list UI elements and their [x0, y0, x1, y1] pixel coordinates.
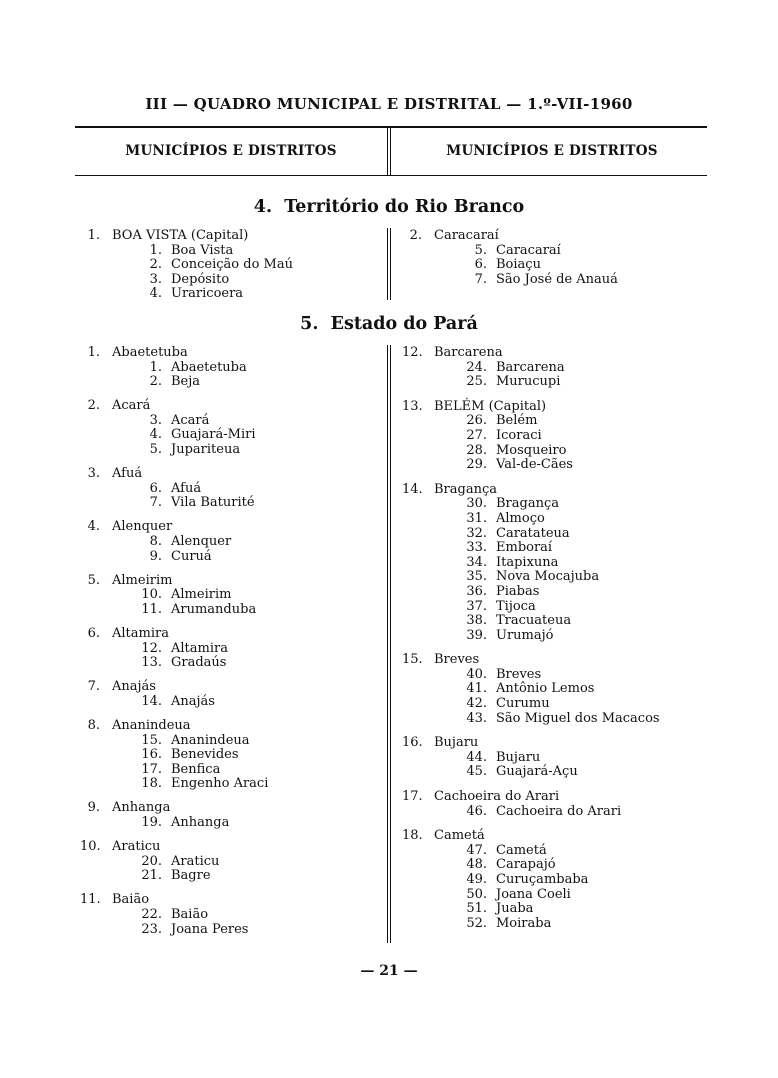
district-number: 25.: [466, 374, 487, 390]
district-row: [80, 287, 293, 302]
municipality-entry: [402, 736, 660, 780]
district-name: Beja: [171, 374, 201, 390]
district-number: 12.: [141, 640, 162, 656]
section-name: Estado do Pará: [330, 314, 478, 334]
municipality-number: 15.: [402, 652, 423, 668]
district-number: 14.: [141, 693, 162, 709]
district-name: Engenho Araci: [171, 776, 269, 792]
section-title: [0, 197, 778, 217]
municipality-row: [402, 829, 660, 844]
district-row: [402, 541, 660, 556]
district-name: Caratateua: [496, 525, 570, 541]
district-number: 22.: [141, 907, 162, 922]
district-row: [402, 273, 618, 288]
section-title: [0, 314, 778, 334]
district-number: 9.: [149, 548, 162, 564]
district-row: [80, 734, 268, 749]
district-number: 52.: [466, 915, 487, 931]
municipality-number: 17.: [402, 789, 423, 805]
municipality-number: 18.: [402, 828, 423, 844]
district-number: 29.: [466, 457, 487, 473]
district-number: 4.: [149, 286, 162, 302]
district-number: 7.: [474, 271, 487, 287]
district-name: Urumajó: [496, 627, 554, 643]
municipality-entry: [80, 467, 268, 511]
district-name: Tracuateua: [496, 613, 572, 629]
municipality-entry: [402, 653, 660, 726]
municipality-row: [402, 736, 660, 751]
district-name: Benfica: [171, 761, 221, 777]
municipality-entry: [80, 574, 268, 618]
district-name: São Miguel dos Macacos: [496, 710, 660, 726]
district-number: 44.: [466, 749, 487, 765]
district-number: 33.: [466, 540, 487, 556]
district-number: 43.: [466, 710, 487, 726]
district-name: Altamira: [171, 640, 228, 656]
district-row: [80, 763, 268, 778]
district-name: Almeirim: [171, 587, 232, 603]
district-row: [402, 844, 660, 859]
district-name: Curuá: [171, 548, 212, 564]
municipality-row: [402, 400, 660, 415]
district-row: [402, 614, 660, 629]
municipality-entry: [80, 399, 268, 457]
municipality-number: 7.: [87, 679, 100, 695]
district-row: [402, 902, 660, 917]
district-number: 38.: [466, 613, 487, 629]
district-number: 11.: [141, 601, 162, 617]
district-number: 20.: [141, 853, 162, 869]
municipality-name: Acará: [112, 398, 151, 414]
district-number: 46.: [466, 803, 487, 819]
district-number: 19.: [141, 815, 162, 831]
district-number: 5.: [149, 442, 162, 458]
district-number: 51.: [466, 901, 487, 917]
municipality-name: Ananindeua: [112, 717, 191, 733]
municipality-row: [402, 790, 660, 805]
district-number: 16.: [141, 747, 162, 763]
municipality-name: Baião: [112, 892, 150, 908]
municipality-name: Caracaraí: [434, 228, 499, 243]
district-name: Carapajó: [496, 857, 556, 873]
district-row: [80, 414, 268, 429]
district-number: 6.: [149, 480, 162, 496]
district-number: 4.: [149, 427, 162, 443]
district-name: Jupariteua: [171, 442, 241, 458]
district-name: Arumanduba: [171, 601, 257, 617]
municipality-entry: [80, 840, 268, 884]
section-number: 4.: [253, 197, 273, 217]
district-number: 2.: [149, 257, 162, 273]
district-row: [80, 550, 268, 565]
municipality-name: Bragança: [434, 481, 497, 497]
district-row: [80, 443, 268, 458]
district-name: Abaetetuba: [171, 359, 247, 375]
district-row: [402, 888, 660, 903]
district-number: 10.: [141, 587, 162, 603]
district-name: Barcarena: [496, 359, 565, 375]
district-row: [402, 527, 660, 542]
district-number: 18.: [141, 776, 162, 792]
district-name: Almoço: [496, 510, 545, 526]
header-rule-bottom: [75, 175, 707, 176]
district-number: 24.: [466, 359, 487, 375]
section-4-left-column: [80, 229, 293, 302]
district-number: 15.: [141, 732, 162, 748]
municipality-name: Afuá: [112, 466, 143, 482]
municipality-entry: [80, 801, 268, 830]
district-row: [402, 429, 660, 444]
district-name: Joana Peres: [171, 921, 249, 937]
column-header-left: MUNICÍPIOS E DISTRITOS: [125, 143, 337, 159]
district-number: 36.: [466, 583, 487, 599]
district-row: [80, 695, 268, 710]
municipality-number: 16.: [402, 735, 423, 751]
municipality-row: [80, 840, 268, 855]
district-name: Moiraba: [496, 915, 552, 931]
district-name: Icoraci: [496, 427, 542, 443]
header-divider-2: [390, 128, 391, 176]
municipality-name: BELÉM (Capital): [434, 398, 547, 414]
district-row: [402, 375, 660, 390]
district-row: [402, 751, 660, 766]
district-row: [402, 917, 660, 932]
district-name: Val-de-Cães: [496, 457, 573, 473]
municipality-entry: [402, 400, 660, 473]
district-row: [80, 748, 268, 763]
district-row: [80, 855, 268, 870]
district-row: [80, 656, 268, 671]
district-name: Boiaçu: [496, 257, 541, 273]
district-row: [402, 668, 660, 683]
municipality-entry: [80, 520, 268, 564]
section-number: 5.: [300, 314, 319, 334]
municipality-name: Anhanga: [112, 800, 171, 816]
district-row: [402, 585, 660, 600]
district-name: Murucupi: [496, 374, 561, 390]
district-row: [402, 556, 660, 571]
district-row: [80, 642, 268, 657]
municipality-entry: [402, 829, 660, 931]
district-number: 2.: [149, 374, 162, 390]
municipality-row: [80, 229, 293, 244]
district-number: 42.: [466, 696, 487, 712]
district-row: [402, 512, 660, 527]
district-number: 47.: [466, 842, 487, 858]
district-row: [80, 777, 268, 792]
municipality-name: Barcarena: [434, 345, 503, 360]
district-number: 37.: [466, 598, 487, 614]
section-name: Território do Rio Branco: [284, 197, 525, 217]
district-name: Benevides: [171, 747, 239, 763]
district-row: [80, 375, 268, 390]
district-row: [80, 428, 268, 443]
section-5-right-column: [402, 346, 660, 931]
district-number: 48.: [466, 857, 487, 873]
column-divider: [387, 345, 388, 943]
district-row: [402, 629, 660, 644]
district-row: [402, 570, 660, 585]
municipality-number: 9.: [87, 800, 100, 816]
municipality-number: 12.: [402, 345, 423, 360]
district-number: 49.: [466, 872, 487, 887]
municipality-entry: [402, 229, 618, 287]
district-name: Mosqueiro: [496, 442, 567, 458]
column-header-right: MUNICÍPIOS E DISTRITOS: [446, 143, 658, 159]
municipality-number: 6.: [87, 626, 100, 641]
municipality-name: Araticu: [112, 839, 161, 855]
municipality-number: 3.: [87, 466, 100, 482]
district-name: Bujaru: [496, 749, 541, 765]
district-number: 13.: [141, 655, 162, 671]
district-row: [80, 496, 268, 511]
district-row: [80, 908, 268, 923]
district-name: Belém: [496, 413, 538, 429]
municipality-name: Breves: [434, 652, 480, 668]
district-number: 32.: [466, 525, 487, 541]
district-number: 40.: [466, 666, 487, 682]
district-name: Nova Mocajuba: [496, 569, 600, 585]
column-divider: [387, 228, 388, 300]
district-row: [80, 482, 268, 497]
district-number: 7.: [149, 495, 162, 511]
district-number: 34.: [466, 554, 487, 570]
column-divider: [390, 345, 391, 943]
district-row: [402, 414, 660, 429]
district-name: Curuçambaba: [496, 872, 589, 887]
district-name: Ananindeua: [171, 732, 250, 748]
municipality-row: [80, 719, 268, 734]
district-name: Araticu: [171, 853, 220, 869]
district-row: [402, 458, 660, 473]
column-divider: [390, 228, 391, 300]
district-number: 21.: [141, 868, 162, 884]
municipality-name: Abaetetuba: [112, 345, 188, 360]
district-row: [402, 682, 660, 697]
municipality-row: [80, 680, 268, 695]
municipality-number: 5.: [87, 572, 100, 588]
section-4-right-column: [402, 229, 618, 287]
municipality-row: [80, 574, 268, 589]
municipality-number: 1.: [87, 228, 100, 243]
municipality-row: [402, 653, 660, 668]
district-name: Anajás: [171, 693, 215, 709]
district-number: 1.: [149, 359, 162, 375]
municipality-number: 13.: [402, 398, 423, 414]
municipality-name: Cachoeira do Arari: [434, 789, 560, 805]
district-name: Bagre: [171, 868, 211, 884]
district-number: 3.: [149, 412, 162, 428]
district-name: Itapixuna: [496, 554, 559, 570]
district-row: [402, 858, 660, 873]
district-number: 41.: [466, 681, 487, 697]
district-row: [80, 535, 268, 550]
municipality-entry: [80, 229, 293, 302]
district-number: 1.: [149, 242, 162, 258]
district-number: 5.: [474, 242, 487, 258]
district-name: Uraricoera: [171, 286, 244, 302]
municipality-entry: [80, 346, 268, 390]
municipality-row: [80, 893, 268, 908]
district-name: Curumu: [496, 696, 550, 712]
header-rule-top: [75, 126, 707, 128]
district-row: [80, 816, 268, 831]
municipality-row: [80, 346, 268, 361]
district-row: [402, 444, 660, 459]
district-row: [402, 712, 660, 727]
page-number: — 21 —: [360, 963, 418, 979]
municipality-number: 2.: [409, 228, 422, 243]
district-number: 50.: [466, 886, 487, 902]
municipality-entry: [80, 893, 268, 937]
municipality-row: [80, 801, 268, 816]
municipality-number: 2.: [87, 398, 100, 414]
header-divider: [387, 128, 388, 176]
district-row: [402, 600, 660, 615]
district-number: 30.: [466, 496, 487, 512]
district-name: Vila Baturité: [171, 495, 255, 511]
district-row: [80, 244, 293, 259]
page-header: III — QUADRO MUNICIPAL E DISTRITAL — 1.º-VII-1960: [145, 95, 633, 113]
section-5-left-column: [80, 346, 268, 937]
district-number: 17.: [141, 761, 162, 777]
municipality-number: 11.: [80, 892, 101, 908]
district-number: 39.: [466, 627, 487, 643]
municipality-entry: [80, 680, 268, 709]
municipality-number: 14.: [402, 481, 423, 497]
district-name: São José de Anauá: [496, 271, 618, 287]
district-name: Emboraí: [496, 540, 553, 556]
municipality-row: [80, 399, 268, 414]
district-row: [80, 588, 268, 603]
district-name: Piabas: [496, 583, 540, 599]
district-number: 35.: [466, 569, 487, 585]
district-number: 26.: [466, 413, 487, 429]
district-name: Cachoeira do Arari: [496, 803, 622, 819]
district-number: 8.: [149, 534, 162, 550]
municipality-number: 8.: [87, 717, 100, 733]
municipality-name: Bujaru: [434, 735, 479, 751]
district-name: Bragança: [496, 496, 559, 512]
district-name: Antônio Lemos: [496, 681, 595, 697]
district-number: 45.: [466, 764, 487, 780]
district-row: [80, 603, 268, 618]
municipality-entry: [80, 719, 268, 792]
municipality-entry: [402, 790, 660, 819]
district-row: [80, 361, 268, 376]
district-name: Baião: [171, 907, 209, 922]
municipality-entry: [80, 627, 268, 671]
district-number: 23.: [141, 921, 162, 937]
district-number: 31.: [466, 510, 487, 526]
district-name: Depósito: [171, 271, 230, 287]
municipality-row: [402, 483, 660, 498]
district-row: [80, 869, 268, 884]
district-name: Anhanga: [171, 815, 230, 831]
district-number: 3.: [149, 271, 162, 287]
district-row: [402, 765, 660, 780]
district-row: [402, 497, 660, 512]
district-name: Breves: [496, 666, 542, 682]
municipality-entry: [402, 483, 660, 644]
district-name: Afuá: [171, 480, 202, 496]
district-name: Conceição do Maú: [171, 257, 293, 273]
district-name: Tijoca: [496, 598, 536, 614]
municipality-entry: [402, 346, 660, 390]
municipality-name: BOA VISTA (Capital): [112, 228, 249, 243]
district-name: Guajará-Miri: [171, 427, 256, 443]
district-name: Guajará-Açu: [496, 764, 578, 780]
municipality-row: [402, 229, 618, 244]
district-row: [402, 697, 660, 712]
municipality-row: [80, 627, 268, 642]
district-name: Caracaraí: [496, 242, 561, 258]
district-row: [402, 873, 660, 888]
district-number: 28.: [466, 442, 487, 458]
district-name: Juaba: [496, 901, 534, 917]
municipality-number: 10.: [80, 839, 101, 855]
municipality-row: [80, 467, 268, 482]
municipality-name: Altamira: [112, 626, 169, 641]
district-row: [80, 258, 293, 273]
district-name: Joana Coeli: [496, 886, 571, 902]
district-row: [402, 258, 618, 273]
district-row: [80, 923, 268, 938]
municipality-row: [402, 346, 660, 361]
municipality-name: Almeirim: [112, 572, 173, 588]
municipality-number: 4.: [87, 519, 100, 535]
municipality-name: Alenquer: [112, 519, 173, 535]
district-name: Acará: [171, 412, 210, 428]
municipality-name: Cametá: [434, 828, 485, 844]
district-row: [402, 361, 660, 376]
municipality-row: [80, 520, 268, 535]
district-row: [402, 805, 660, 820]
municipality-number: 1.: [87, 345, 100, 360]
district-name: Gradaús: [171, 655, 227, 671]
district-number: 6.: [474, 257, 487, 273]
district-number: 27.: [466, 427, 487, 443]
district-row: [402, 244, 618, 259]
district-name: Boa Vista: [171, 242, 234, 258]
district-name: Cametá: [496, 842, 547, 858]
municipality-name: Anajás: [112, 679, 156, 695]
district-row: [80, 273, 293, 288]
district-name: Alenquer: [171, 534, 232, 550]
